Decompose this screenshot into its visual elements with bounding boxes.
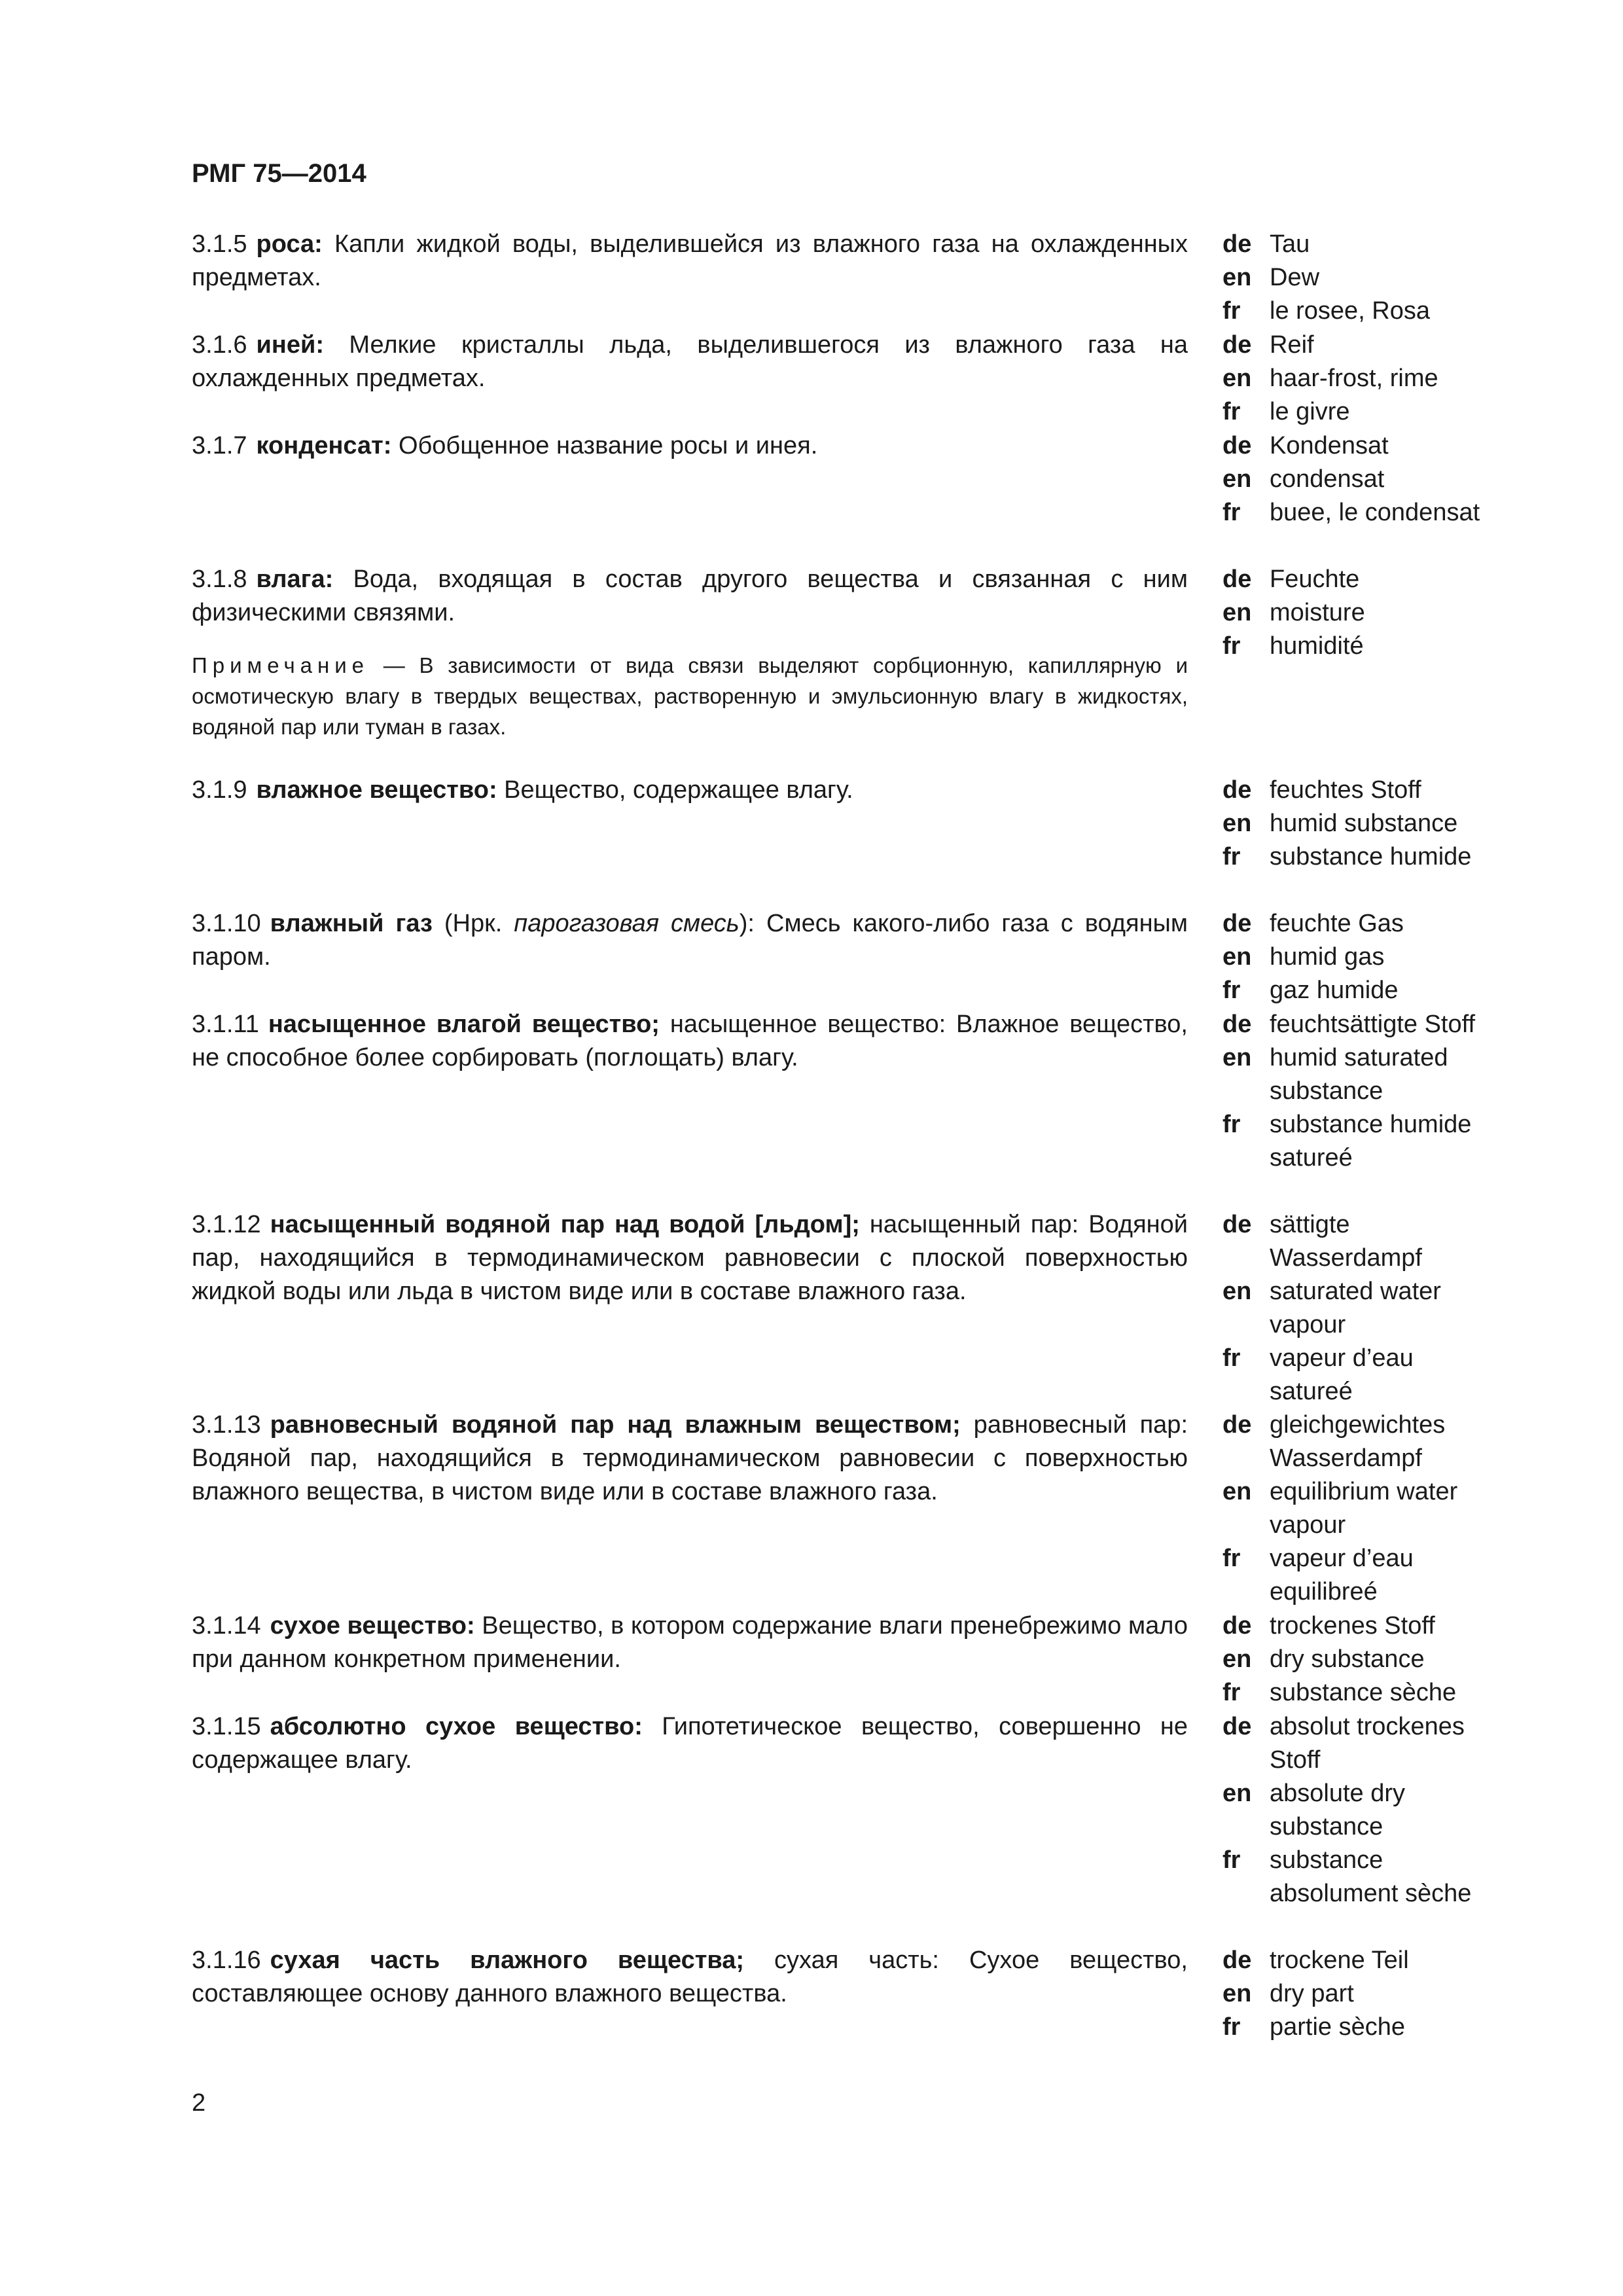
entry-term: сухое вещество: [270, 1612, 475, 1640]
entry-number: 3.1.7 [192, 432, 247, 459]
translation-fr: fr partie sèche [1222, 2013, 1406, 2041]
entry-definition: Вода, входящая в состав другого вещества и связанная с ним физическими связями. [192, 565, 1188, 626]
entry-term: сухая часть влажного вещества; [270, 1946, 744, 1974]
entry-number: 3.1.13 [192, 1411, 261, 1439]
entry-number: 3.1.10 [192, 910, 261, 937]
entry-definition: Гипотетическое вещество, совершенно не содержащее влагу. [192, 1713, 1188, 1774]
translations-3-1-11 [1222, 1008, 1497, 1175]
translation-fr: fr substance humide satureé [1222, 1111, 1472, 1172]
translations-3-1-15 [1222, 1710, 1497, 1910]
translation-de: de Reif [1222, 331, 1314, 359]
entry-term: абсолютно сухое вещество: [270, 1713, 643, 1740]
entry-definition: Вещество, в котором содержание влаги пренебрежимо мало при данном конкретном применении. [192, 1612, 1188, 1673]
translations-3-1-16 [1222, 1944, 1497, 2044]
translation-en: en humid gas [1222, 943, 1385, 971]
translations-3-1-13 [1222, 1408, 1497, 1609]
entry-definition: Вещество, содержащее влагу. [497, 776, 853, 804]
entry-number: 3.1.16 [192, 1946, 261, 1974]
translation-de: de trockenes Stoff [1222, 1612, 1435, 1640]
translations-3-1-5 [1222, 228, 1497, 328]
term-entry-3-1-14 [192, 1609, 1188, 1676]
translations-3-1-12 [1222, 1208, 1497, 1408]
entry-number: 3.1.8 [192, 565, 247, 593]
translation-en: en equilibrium water vapour [1222, 1478, 1458, 1539]
document-header: РМГ 75—2014 [192, 159, 366, 188]
translation-en: en haar-frost, rime [1222, 365, 1438, 392]
translations-3-1-9 [1222, 774, 1497, 874]
entry-number: 3.1.5 [192, 230, 247, 258]
translation-en: en Dew [1222, 264, 1320, 291]
term-entry-3-1-6 [192, 329, 1188, 395]
translation-fr: fr substance humide [1222, 843, 1472, 870]
translation-de: de Tau [1222, 230, 1310, 258]
translation-de: de feuchtsättigte Stoff [1222, 1011, 1476, 1038]
term-entry-3-1-11 [192, 1008, 1188, 1075]
note-3-1-8 [192, 650, 1188, 742]
entry-definition: ): Смесь какого-либо газа с водяным паром. [192, 910, 1188, 971]
entry-term: насыщенный водяной пар над водой [льдом]; [270, 1211, 860, 1238]
term-entry-3-1-7 [192, 429, 1188, 463]
page-number: 2 [192, 2089, 206, 2117]
term-entry-3-1-8 [192, 563, 1188, 630]
translation-de: de Kondensat [1222, 432, 1389, 459]
translation-de: de gleichgewichtes Wasserdampf [1222, 1411, 1446, 1472]
entry-number: 3.1.12 [192, 1211, 261, 1238]
translations-3-1-6 [1222, 329, 1497, 429]
entry-number: 3.1.14 [192, 1612, 261, 1640]
entry-number: 3.1.11 [192, 1011, 259, 1038]
translation-fr: fr humidité [1222, 632, 1364, 660]
translation-fr: fr vapeur d’eau equilibreé [1222, 1545, 1414, 1605]
translation-en: en dry part [1222, 1980, 1354, 2007]
translation-en: en moisture [1222, 599, 1365, 626]
term-entry-3-1-9 [192, 774, 1188, 807]
translations-3-1-10 [1222, 907, 1497, 1007]
entry-definition: сухая часть: Сухое вещество, составляющее основу данного влажного вещества. [192, 1946, 1188, 2007]
entry-definition: Обобщенное название росы и инея. [391, 432, 818, 459]
entry-term: влажное вещество: [256, 776, 497, 804]
entry-term: насыщенное влагой вещество; [268, 1011, 660, 1038]
entry-definition: равновесный пар: Водяной пар, находящийся в термодинамическом равновесии с поверхностью влажного вещества, в чистом виде или в составе влажного газа. [192, 1411, 1188, 1505]
translations-3-1-7 [1222, 429, 1497, 529]
entry-number: 3.1.15 [192, 1713, 261, 1740]
translation-en: en saturated water vapour [1222, 1278, 1441, 1338]
translation-fr: fr substance sèche [1222, 1679, 1457, 1706]
entry-definition: насыщенный пар: Водяной пар, находящийся в термодинамическом равновесии с плоской поверхностью жидкой воды или льда в чистом виде или в составе влажного газа. [192, 1211, 1188, 1305]
translation-de: de feuchtes Stoff [1222, 776, 1421, 804]
entry-term: равновесный водяной пар над влажным веществом; [270, 1411, 961, 1439]
entry-deprecated-term: парогазовая смесь [514, 910, 740, 937]
entry-definition: Мелкие кристаллы льда, выделившегося из влажного газа на охлажденных предметах. [192, 331, 1188, 392]
translation-en: en condensat [1222, 465, 1385, 493]
entry-term: конденсат: [256, 432, 392, 459]
translation-en: en dry substance [1222, 1645, 1425, 1673]
entry-pre: (Нрк. [432, 910, 514, 937]
entry-term: влажный газ [270, 910, 433, 937]
entry-term: иней: [256, 331, 324, 359]
translation-fr: fr le rosee, Rosa [1222, 297, 1431, 325]
entry-definition: насыщенное вещество: Влажное вещество, не способное более сорбировать (поглощать) влагу. [192, 1011, 1188, 1071]
entry-definition: Капли жидкой воды, выделившейся из влажного газа на охлажденных предметах. [192, 230, 1188, 291]
note-text: — В зависимости от вида связи выделяют сорбционную, капиллярную и осмотическую влагу в твердых веществах, растворенную и эмульсионную влагу в жидкостях, водяной пар или туман в газах. [192, 653, 1188, 739]
translations-3-1-8 [1222, 563, 1497, 663]
translation-fr: fr gaz humide [1222, 977, 1399, 1004]
translation-fr: fr buee, le condensat [1222, 499, 1480, 526]
translation-fr: fr substance absolument sèche [1222, 1846, 1472, 1907]
translation-fr: fr le givre [1222, 398, 1350, 425]
term-entry-3-1-5 [192, 228, 1188, 295]
entry-term: роса: [256, 230, 323, 258]
translation-de: de trockene Teil [1222, 1946, 1409, 1974]
term-entry-3-1-13 [192, 1408, 1188, 1509]
term-entry-3-1-10 [192, 907, 1188, 974]
term-entry-3-1-15 [192, 1710, 1188, 1777]
entry-number: 3.1.9 [192, 776, 247, 804]
term-entry-3-1-12 [192, 1208, 1188, 1308]
translation-fr: fr vapeur d’eau satureé [1222, 1344, 1414, 1405]
translation-en: en humid saturated substance [1222, 1044, 1448, 1105]
entry-term: влага: [256, 565, 334, 593]
translation-de: de sättigte Wasserdampf [1222, 1211, 1422, 1272]
note-label: Примечание [192, 653, 370, 677]
term-entry-3-1-16 [192, 1944, 1188, 2011]
translation-de: de feuchte Gas [1222, 910, 1404, 937]
translations-3-1-14 [1222, 1609, 1497, 1710]
translation-de: de absolut trockenes Stoff [1222, 1713, 1465, 1774]
translation-de: de Feuchte [1222, 565, 1360, 593]
entry-number: 3.1.6 [192, 331, 247, 359]
translation-en: en humid substance [1222, 810, 1458, 837]
translation-en: en absolute dry substance [1222, 1780, 1406, 1840]
